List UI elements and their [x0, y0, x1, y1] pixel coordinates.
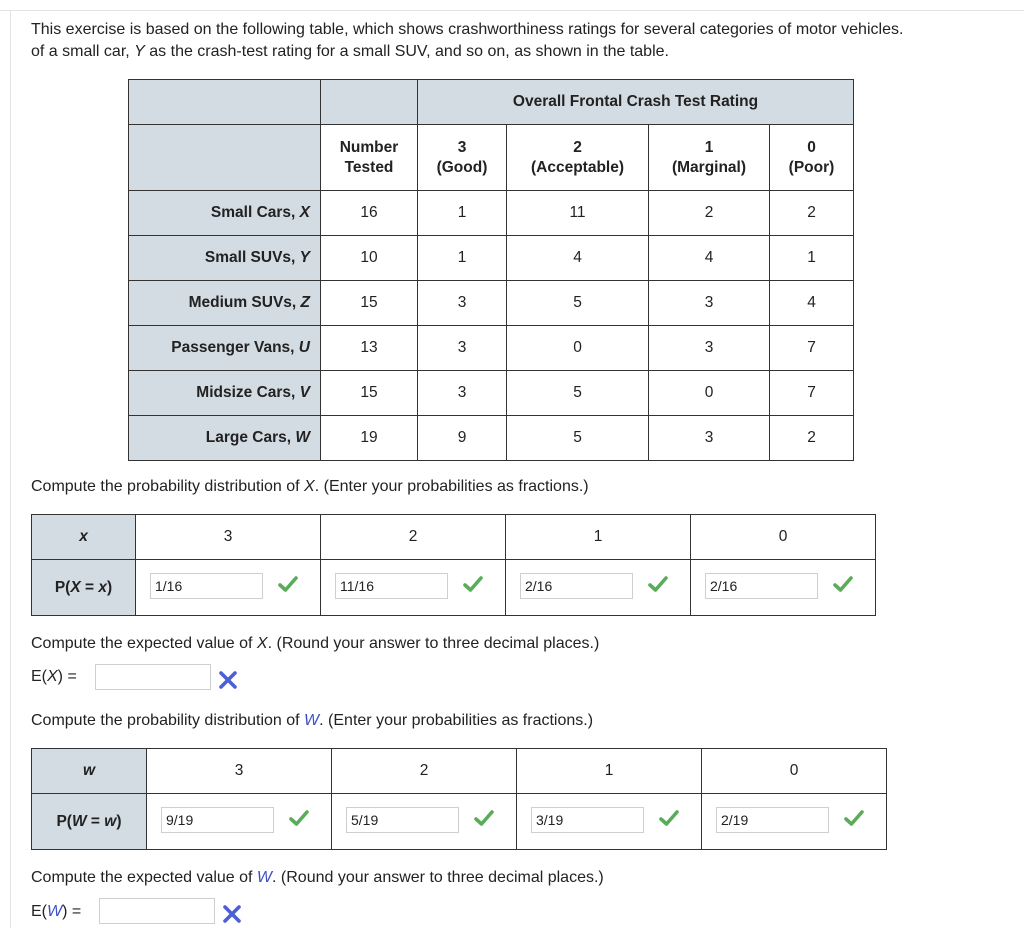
pw-suffix: ) [116, 812, 122, 830]
answer-cell [517, 794, 702, 850]
x-label-cell [32, 515, 136, 560]
row-label [129, 416, 321, 461]
row-label [129, 191, 321, 236]
cross-icon [218, 670, 238, 690]
cell-rating-3: 3 [418, 371, 507, 416]
page-top-border [0, 0, 1024, 11]
w-value: 3 [147, 749, 332, 794]
question-expected-x [31, 635, 599, 653]
answer-cell [702, 794, 887, 850]
cross-icon [222, 904, 242, 924]
row-label [129, 281, 321, 326]
row-label-text: Midsize Cars, [196, 384, 300, 401]
pw-answer-input[interactable] [346, 807, 459, 833]
expected-value-x-input[interactable] [95, 664, 211, 690]
number-tested-line1: Number [339, 138, 399, 156]
q4-text-end: . (Round your answer to three decimal places.) [272, 869, 604, 886]
q3-text-end: . (Enter your probabilities as fractions.) [319, 712, 594, 729]
table-row-medium-suvs [129, 281, 854, 326]
cell-tested: 13 [321, 326, 418, 371]
cell-tested: 15 [321, 281, 418, 326]
row-label-text: Small SUVs, [204, 249, 300, 266]
x-value: 0 [691, 515, 876, 560]
cell-rating-2: 0 [507, 326, 649, 371]
x-label: x [79, 528, 88, 545]
cell-rating-2: 4 [507, 236, 649, 281]
cell-rating-2: 5 [507, 281, 649, 326]
ew-label [31, 903, 81, 921]
q4-variable: W [256, 869, 273, 886]
ew-prefix: E( [31, 903, 47, 920]
rating-header-1 [649, 125, 770, 191]
row-label-text: Medium SUVs, [188, 294, 301, 311]
ew-suffix: ) = [62, 903, 82, 920]
row-label-var: Y [299, 249, 310, 266]
w-value: 1 [517, 749, 702, 794]
row-label-var: U [298, 339, 310, 356]
rating-label: (Acceptable) [530, 158, 625, 176]
table-row-passenger-vans [129, 326, 854, 371]
cell-rating-3: 1 [418, 191, 507, 236]
x-value: 2 [321, 515, 506, 560]
check-icon [277, 574, 299, 594]
check-icon [462, 574, 484, 594]
cell-tested: 15 [321, 371, 418, 416]
w-value: 0 [702, 749, 887, 794]
px-answer-input[interactable] [705, 573, 818, 599]
intro-line-2 [31, 41, 1024, 63]
px-eq: = [80, 578, 99, 596]
check-icon [647, 574, 669, 594]
row-label-text: Large Cars, [205, 429, 296, 446]
rating-score: 2 [573, 138, 582, 156]
px-answer-input[interactable] [520, 573, 633, 599]
cell-rating-3: 9 [418, 416, 507, 461]
table-corner-cell-2 [321, 80, 418, 125]
cell-rating-1: 3 [649, 281, 770, 326]
cell-tested: 10 [321, 236, 418, 281]
table-corner-cell-3 [129, 125, 321, 191]
pw-var: W [71, 812, 87, 830]
cell-rating-0: 2 [770, 416, 854, 461]
row-label-text: Small Cars, [210, 204, 300, 221]
rating-score: 1 [704, 138, 714, 156]
check-icon [473, 808, 495, 828]
x-value: 1 [506, 515, 691, 560]
w-label: w [82, 762, 96, 779]
q1-variable: X [304, 478, 315, 495]
answer-cell [506, 560, 691, 616]
table-row-large-cars [129, 416, 854, 461]
row-label-var: Z [300, 294, 310, 311]
answer-cell [691, 560, 876, 616]
rating-header-0 [770, 125, 854, 191]
table-corner-cell [129, 80, 321, 125]
cell-rating-2: 5 [507, 371, 649, 416]
q4-text-start: Compute the expected value of [31, 869, 257, 886]
intro-variable-y: Y [134, 43, 145, 60]
distribution-table-w [31, 748, 887, 850]
cell-rating-3: 3 [418, 281, 507, 326]
question-distribution-w [31, 712, 593, 730]
rating-score: 0 [807, 138, 816, 156]
ex-label [31, 668, 77, 686]
answer-cell [321, 560, 506, 616]
q3-text-start: Compute the probability distribution of [31, 712, 305, 729]
cell-rating-3: 3 [418, 326, 507, 371]
question-expected-w [31, 869, 604, 887]
px-prefix: P( [54, 578, 71, 596]
check-icon [288, 808, 310, 828]
cell-rating-3: 1 [418, 236, 507, 281]
group-header: Overall Frontal Crash Test Rating [418, 80, 854, 125]
cell-rating-1: 2 [649, 191, 770, 236]
intro-line-2-end: as the crash-test rating for a small SUV, and so on, as shown in the table. [144, 43, 669, 60]
ex-prefix: E( [31, 668, 47, 685]
ex-suffix: ) = [57, 668, 77, 685]
cell-rating-0: 1 [770, 236, 854, 281]
question-distribution-x [31, 478, 589, 496]
crash-rating-table [128, 79, 854, 461]
rating-label: (Poor) [788, 158, 835, 176]
q2-variable: X [256, 635, 268, 652]
number-tested-header [321, 125, 418, 191]
expected-value-w-input[interactable] [99, 898, 215, 924]
cell-rating-2: 11 [507, 191, 649, 236]
x-value: 3 [136, 515, 321, 560]
row-label-var: X [299, 204, 310, 221]
row-label [129, 326, 321, 371]
cell-rating-0: 4 [770, 281, 854, 326]
cell-rating-2: 5 [507, 416, 649, 461]
table-row-small-suvs [129, 236, 854, 281]
answer-cell [332, 794, 517, 850]
cell-tested: 19 [321, 416, 418, 461]
q2-text-end: . (Round your answer to three decimal places.) [267, 635, 600, 652]
q2-text-start: Compute the expected value of [31, 635, 257, 652]
distribution-table-x [31, 514, 876, 616]
q1-text-start: Compute the probability distribution of [31, 478, 305, 495]
table-row-midsize-cars [129, 371, 854, 416]
row-label-text: Passenger Vans, [171, 339, 299, 356]
w-label-cell [32, 749, 147, 794]
check-icon [832, 574, 854, 594]
px-x: x [98, 578, 107, 596]
px-var: X [70, 578, 81, 596]
rating-label: (Marginal) [671, 158, 747, 176]
row-label-var: V [299, 384, 310, 401]
cell-tested: 16 [321, 191, 418, 236]
intro-text [31, 19, 1024, 63]
table-row-small-cars [129, 191, 854, 236]
cell-rating-1: 3 [649, 416, 770, 461]
answer-cell [147, 794, 332, 850]
check-icon [658, 808, 680, 828]
row-label [129, 236, 321, 281]
rating-header-3 [418, 125, 507, 191]
px-suffix: ) [106, 578, 113, 596]
pw-answer-input[interactable] [716, 807, 829, 833]
px-label-cell [32, 560, 136, 616]
cell-rating-1: 4 [649, 236, 770, 281]
ew-var: W [47, 903, 63, 920]
cell-rating-0: 7 [770, 326, 854, 371]
cell-rating-0: 2 [770, 191, 854, 236]
rating-header-2 [507, 125, 649, 191]
row-label [129, 371, 321, 416]
cell-rating-1: 3 [649, 326, 770, 371]
ex-var: X [47, 668, 58, 685]
px-answer-input[interactable] [150, 573, 263, 599]
row-label-var: W [295, 429, 310, 446]
px-answer-input[interactable] [335, 573, 448, 599]
pw-prefix: P( [56, 812, 72, 830]
intro-line-2-start: of a small car, [31, 43, 135, 60]
q3-variable: W [304, 712, 320, 729]
pw-w: w [104, 812, 117, 830]
w-value: 2 [332, 749, 517, 794]
page-left-border [0, 10, 11, 928]
cell-rating-0: 7 [770, 371, 854, 416]
pw-label-cell [32, 794, 147, 850]
pw-answer-input[interactable] [161, 807, 274, 833]
rating-label: (Good) [436, 158, 488, 176]
q1-text-end: . (Enter your probabilities as fractions.) [314, 478, 589, 495]
cell-rating-1: 0 [649, 371, 770, 416]
number-tested-line2: Tested [344, 158, 394, 176]
answer-cell [136, 560, 321, 616]
rating-score: 3 [457, 138, 467, 156]
check-icon [843, 808, 865, 828]
pw-answer-input[interactable] [531, 807, 644, 833]
intro-line-1: This exercise is based on the following table, which shows crashworthiness ratings for several categories of motor vehicles. [31, 21, 904, 38]
pw-eq: = [86, 812, 105, 830]
